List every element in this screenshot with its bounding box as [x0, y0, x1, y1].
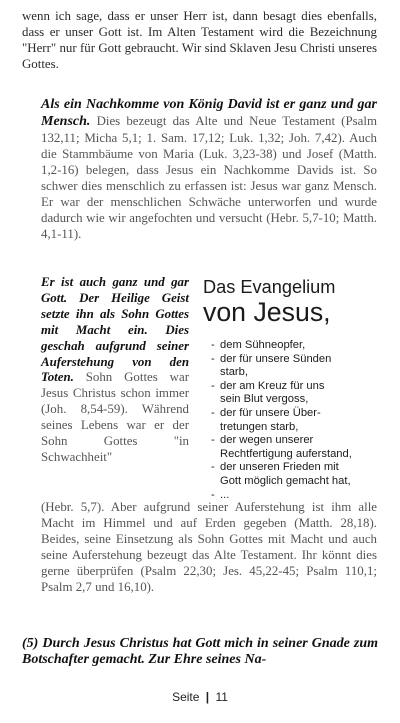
sidebar-title: Das Evangelium	[203, 277, 336, 297]
paragraph-4: (5) Durch Jesus Christus hat Gott mich in seiner Gnade zum Botschafter gemacht. Zur Ehre seines Na-	[22, 636, 378, 667]
sidebar-list-item	[211, 434, 378, 461]
list-text: der für unsere Sünden starb,	[220, 352, 332, 379]
paragraph-3-column	[41, 275, 189, 466]
paragraph-3-lead: Er ist auch ganz und gar Gott. Der Heilige Geist setzte ihn als Sohn Gottes mit Macht ein. Dies geschah aufgrund seiner Auferstehung von den Toten.	[41, 275, 189, 385]
list-dash: -	[211, 379, 215, 392]
paragraph-1: wenn ich sage, dass er unser Herr ist, dann besagt dies ebenfalls, dass er unser Gott ist. Im Alten Testament wird die Bezeichnung "Herr" nur für Gott gebraucht. Wir sind Sklaven Jesu Christi unseres Gottes.	[22, 9, 377, 71]
list-text: der wegen unserer Rechtfertigung auferstand,	[220, 434, 352, 460]
paragraph-3-text-left: Sohn Gottes war Jesus Christus schon immer (Joh. 8,54-59). Während seines Lebens war er der Sohn Gottes "in Schwachheit"	[41, 370, 189, 464]
sidebar-title-large: von Jesus,	[203, 297, 331, 327]
paragraph-3-continued: (Hebr. 5,7). Aber aufgrund seiner Auferstehung ist ihm alle Macht im Himmel und auf Erden gegeben (Matth. 28,18). Beides, seine Einsetzung als Sohn Gottes mit Macht und auch seine Auferstehung bezeugt das Alte Testament. Ihr könnt dies gerne überprüfen (Psalm 22,30; Jes. 45,22-45; Psalm 110,1; Psalm 2,7 und 16,10).	[41, 500, 377, 594]
paragraph-2	[41, 96, 377, 242]
sidebar-list-item	[211, 353, 378, 380]
footer-separator: |	[205, 690, 210, 704]
sidebar-list-item	[211, 407, 378, 434]
list-text: dem Sühneopfer,	[220, 339, 306, 351]
paragraph-2-text: Dies bezeugt das Alte und Neue Testament (Psalm 132,11; Micha 5,1; 1. Sam. 17,12; Luk. 1,32; Joh. 7,42). Auch die Stammbäume von Maria (Luk. 3,23-38) und Josef (Matth. 1,2-16) belegen, dass Jesus ein Nachkomme Davids ist. So schwer dies menschlich zu erfassen ist: Jesus war ganz Mensch. Er war der menschlichen Schwäche unterworfen und wurde dadurch wie wir angefochten und versucht (Hebr. 5,7-10; Matth. 4,1-11).	[41, 114, 377, 241]
list-text: der am Kreuz für uns sein Blut vergoss,	[220, 379, 325, 406]
list-text: ...	[220, 488, 230, 501]
list-dash: -	[211, 461, 215, 474]
list-dash: -	[211, 352, 215, 365]
page-footer	[0, 690, 400, 704]
sidebar-list-item	[211, 380, 378, 407]
sidebar-list-item	[211, 461, 378, 488]
list-text: der unseren Frieden mit Gott möglich gemacht hat,	[220, 461, 351, 487]
list-dash: -	[211, 434, 215, 447]
sidebar-list	[211, 339, 378, 502]
list-dash: -	[211, 488, 215, 501]
gospel-sidebar	[203, 276, 378, 502]
sidebar-list-item	[211, 339, 378, 353]
list-dash: -	[211, 339, 215, 351]
paragraph-2-lead: Als ein Nachkomme von König David ist er ganz und gar Mensch.	[41, 97, 377, 129]
list-text: der für unsere Über- tretungen starb,	[220, 406, 321, 433]
page-number: 11	[215, 690, 228, 704]
list-dash: -	[211, 406, 215, 419]
page-label: Seite	[172, 690, 200, 704]
